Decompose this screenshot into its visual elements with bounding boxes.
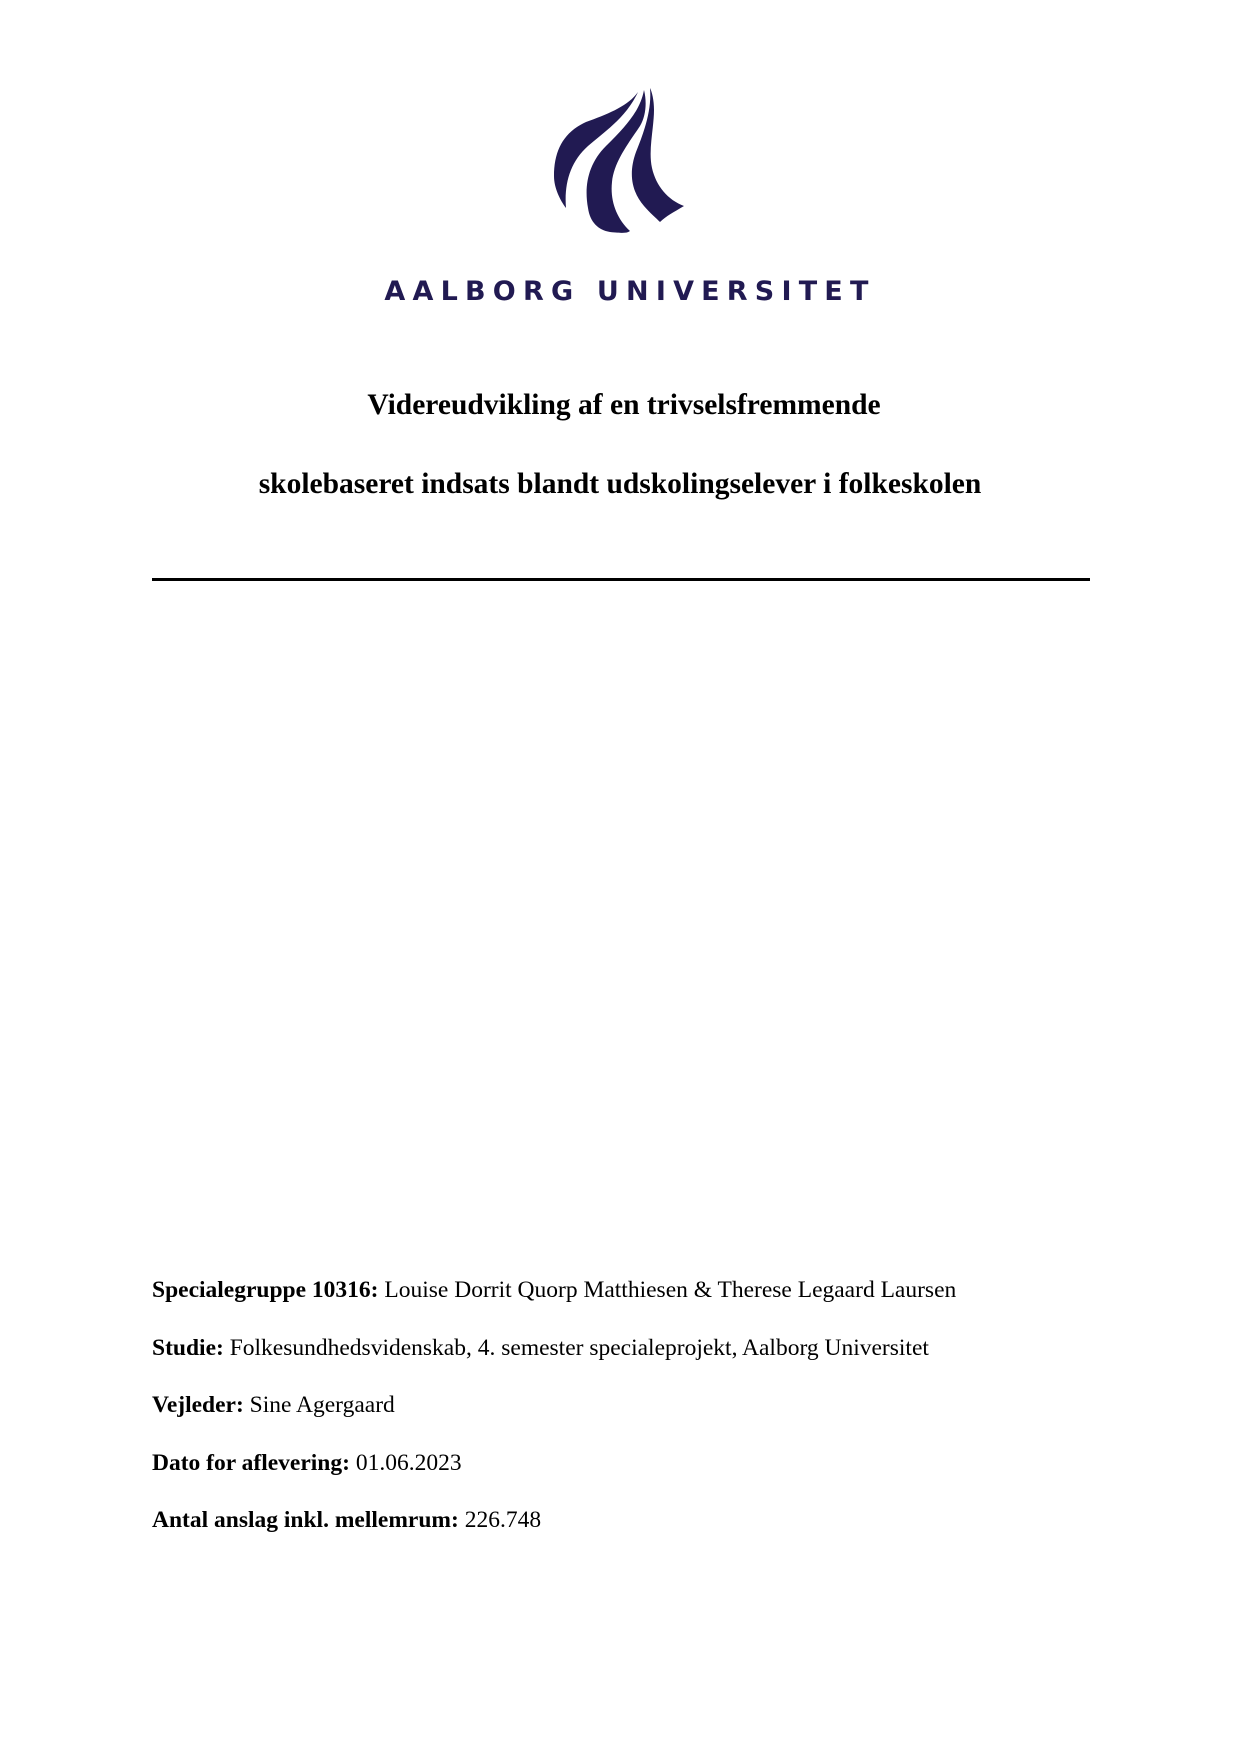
thesis-title-line-1: Videreudvikling af en trivselsfremmende xyxy=(367,389,881,421)
detail-label: Specialegruppe 10316: xyxy=(152,1277,379,1303)
detail-value: Louise Dorrit Quorp Matthiesen & Therese Legaard Laursen xyxy=(384,1277,957,1303)
title-divider xyxy=(152,578,1090,581)
aalborg-university-logo-icon xyxy=(548,88,688,234)
detail-value: Folkesundhedsvidenskab, 4. semester specialeprojekt, Aalborg Universitet xyxy=(229,1334,929,1361)
detail-value: 226.748 xyxy=(464,1507,542,1533)
university-wordmark: AALBORG UNIVERSITET xyxy=(384,276,876,307)
detail-submission-date xyxy=(152,1449,462,1477)
detail-label: Dato for aflevering: xyxy=(152,1449,350,1476)
detail-group xyxy=(152,1276,956,1304)
detail-supervisor xyxy=(152,1391,395,1419)
detail-study xyxy=(152,1334,929,1362)
thesis-title-line-2: skolebaseret indsats blandt udskolingselever i folkeskolen xyxy=(258,468,982,500)
detail-character-count xyxy=(152,1506,541,1534)
detail-label: Vejleder: xyxy=(152,1392,244,1418)
detail-label: Antal anslag inkl. mellemrum: xyxy=(152,1507,459,1533)
detail-value: 01.06.2023 xyxy=(355,1449,462,1476)
detail-value: Sine Agergaard xyxy=(249,1392,395,1418)
detail-label: Studie: xyxy=(152,1334,224,1361)
